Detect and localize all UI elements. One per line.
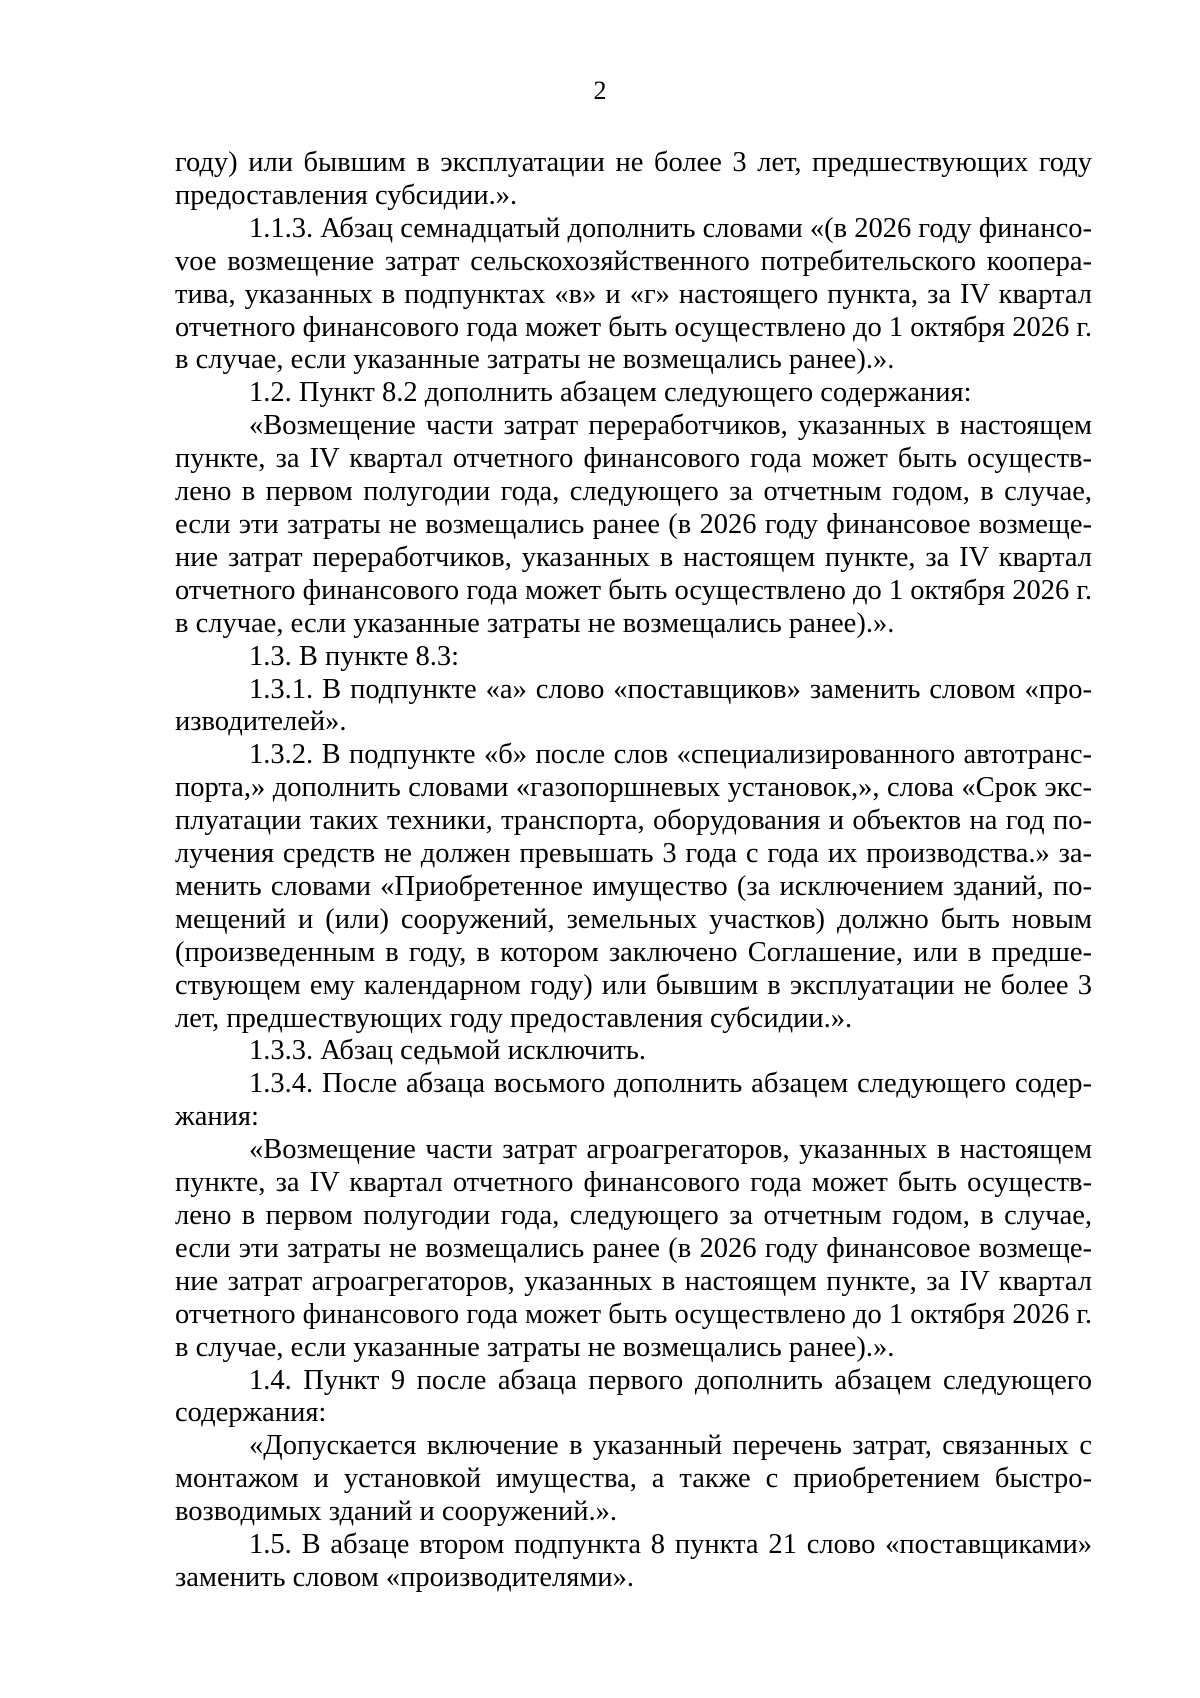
paragraph: «Возмещение части затрат переработчиков, указанных в настоящем пункте, за IV квартал отчетного финансового года может быть осуществлено в первом полугодии года, следующего за отчетным годом, в случае, если эти затраты не возмещались ранее (в 2026 году финансовое возмещение затрат переработчиков, указанных в настоящем пункте, за IV квартал отчетного финансового года может быть осуществлено до 1 октября 2026 г. в случае, если указанные затраты не возмещались ранее).».: [175, 410, 1092, 639]
paragraph: «Возмещение части затрат агроагрегаторов, указанных в настоящем пункте, за IV квартал отчетного финансового года может быть осуществлено в первом полугодии года, следующего за отчетным годом, в случае, если эти затраты не возмещались ранее (в 2026 году финансовое возмещение затрат агроагрегаторов, указанных в настоящем пункте, за IV квартал отчетного финансового года может быть осуществлено до 1 октября 2026 г. в случае, если указанные затраты не возмещались ранее).».: [175, 1134, 1092, 1363]
paragraph: 1.1.3. Абзац семнадцатый дополнить словами «(в 2026 году финансоvое возмещение затрат сельскохозяйственного потребительского кооператива, указанных в подпунктах «в» и «г» настоящего пункта, за IV квартал отчетного финансового года может быть осуществлено до 1 октября 2026 г. в случае, если указанные затраты не возмещались ранее).».: [175, 212, 1092, 376]
paragraph: «Допускается включение в указанный перечень затрат, связанных с монтажом и установкой имущества, а также с приобретением быстровозводимых зданий и сооружений.».: [175, 1430, 1092, 1528]
paragraph: 1.3.3. Абзац седьмой исключить.: [249, 1035, 646, 1067]
paragraph: 1.3.1. В подпункте «а» слово «поставщиков» заменить словом «производителей».: [175, 673, 1092, 738]
paragraph: 1.3.4. После абзаца восьмого дополнить абзацем следующего содержания:: [175, 1068, 1092, 1133]
paragraph: 1.2. Пункт 8.2 дополнить абзацем следующего содержания:: [249, 377, 972, 409]
paragraph: 1.3.2. В подпункте «б» после слов «специализированного автотранспорта,» дополнить словами «газопоршневых установок,», слова «Срок эксплуатации таких техники, транспорта, оборудования и объектов на год получения средств не должен превышать 3 года с года их производства.» заменить словами «Приобретенное имущество (за исключением зданий, помещений и (или) сооружений, земельных участков) должно быть новым (произведенным в году, в котором заключено Соглашение, или в предшествующем ему календарном году) или бывшим в эксплуатации не более 3 лет, предшествующих году предоставления субсидии.».: [175, 739, 1092, 1034]
paragraph: году) или бывшим в эксплуатации не более 3 лет, предшествующих году предоставления субсидии.».: [175, 147, 1092, 211]
paragraph: 1.4. Пункт 9 после абзаца первого дополнить абзацем следующего содержания:: [175, 1364, 1092, 1429]
paragraph: 1.5. В абзаце втором подпункта 8 пункта 21 слово «поставщиками» заменить словом «производителями».: [175, 1529, 1092, 1593]
document-body: [175, 147, 1092, 1595]
page-number: 2: [593, 76, 607, 105]
paragraph: 1.3. В пункте 8.3:: [249, 640, 460, 672]
